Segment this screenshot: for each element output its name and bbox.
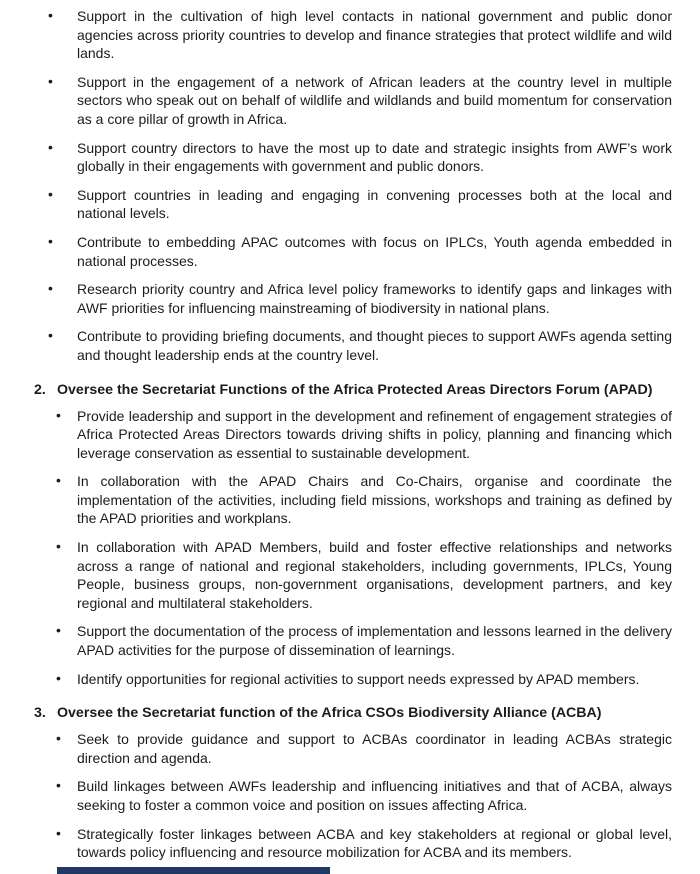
section-acba bbox=[0, 704, 672, 862]
section-apad bbox=[0, 381, 672, 689]
bullet-text: Strategically foster linkages between ACBA and key stakeholders at regional or global level, towards policy influencing and resource mobilization for ACBA and its members. bbox=[77, 825, 672, 861]
bullet-icon: • bbox=[56, 669, 61, 686]
bullet-text: Support country directors to have the most up to date and strategic insights from AWF’s work globally in their engagements with government and public donors. bbox=[77, 139, 672, 175]
bullet-icon: • bbox=[56, 406, 61, 423]
list-item bbox=[0, 825, 672, 862]
bullet-text: In collaboration with the APAD Chairs and Co-Chairs, organise and coordinate the implementation of the activities, including field missions, workshops and training as defined by the APAD priorities and workplans. bbox=[77, 473, 672, 527]
bullet-text: In collaboration with APAD Members, build and foster effective relationships and networks across a range of national and regional stakeholders, including governments, IPLCs, Young People, business groups, non-government organisations, development partners, and key regional and multilateral stakeholders. bbox=[77, 539, 672, 611]
bullet-icon: • bbox=[56, 824, 61, 841]
bullet-icon: • bbox=[48, 7, 53, 23]
section-number: 3. bbox=[34, 705, 46, 722]
section-number: 2. bbox=[34, 381, 46, 398]
footer-accent-bar bbox=[57, 867, 330, 874]
list-item bbox=[0, 233, 672, 270]
bullet-icon: • bbox=[56, 538, 61, 555]
section-title: Oversee the Secretariat Functions of the Africa Protected Areas Directors Forum (APAD) bbox=[57, 381, 653, 398]
list-item bbox=[0, 622, 672, 659]
list-item bbox=[0, 327, 672, 364]
bullet-icon: • bbox=[48, 280, 53, 297]
list-item bbox=[0, 280, 672, 317]
section-title: Oversee the Secretariat function of the Africa CSOs Biodiversity Alliance (ACBA) bbox=[57, 705, 602, 722]
bullet-text: Support in the cultivation of high level contacts in national government and public donor agencies across priority countries to develop and finance strategies that protect wildlife and wild lands. bbox=[77, 8, 672, 62]
bullet-text: Support the documentation of the process of implementation and lessons learned in the delivery APAD activities for the purpose of dissemination of learnings. bbox=[77, 623, 672, 659]
bullet-text: Support countries in leading and engaging in convening processes both at the local and national levels. bbox=[77, 186, 672, 222]
list-item bbox=[0, 670, 672, 689]
acba-bullet-list bbox=[0, 730, 672, 862]
bullet-icon: • bbox=[56, 472, 61, 489]
list-item bbox=[0, 73, 672, 129]
bullet-icon: • bbox=[48, 232, 53, 249]
bullet-icon: • bbox=[56, 622, 61, 639]
section-heading-acba bbox=[0, 704, 672, 723]
bullet-text: Build linkages between AWFs leadership and influencing initiatives and that of ACBA, always seeking to foster a common voice and position on issues affecting Africa. bbox=[77, 778, 672, 813]
bullet-text: Contribute to providing briefing documents, and thought pieces to support AWFs agenda setting and thought leadership ends at the country level. bbox=[77, 328, 672, 363]
list-item bbox=[0, 139, 672, 176]
apad-bullet-list bbox=[0, 407, 672, 689]
bullet-icon: • bbox=[56, 777, 61, 794]
bullet-icon: • bbox=[48, 185, 53, 202]
list-item bbox=[0, 730, 672, 767]
list-item bbox=[0, 186, 672, 223]
bullet-icon: • bbox=[56, 730, 61, 747]
list-item bbox=[0, 472, 672, 528]
bullet-text: Support in the engagement of a network of African leaders at the country level in multiple sectors who speak out on behalf of wildlife and wildlands and build momentum for conservation as a core pillar of growth in Africa. bbox=[77, 73, 672, 127]
list-item bbox=[0, 407, 672, 463]
bullet-text: Contribute to embedding APAC outcomes with focus on IPLCs, Youth agenda embedded in national processes. bbox=[77, 233, 672, 269]
bullet-text: Identify opportunities for regional activities to support needs expressed by APAD members. bbox=[77, 670, 640, 687]
bullet-icon: • bbox=[48, 72, 53, 89]
list-item bbox=[0, 538, 672, 612]
section-heading-apad bbox=[0, 381, 672, 400]
bullet-icon: • bbox=[48, 327, 53, 344]
list-item bbox=[0, 7, 672, 63]
list-item bbox=[0, 777, 672, 814]
bullet-text: Provide leadership and support in the development and refinement of engagement strategies of Africa Protected Areas Directors towards driving shifts in policy, planning and financing which leverage conservation as essential to sustainable development. bbox=[77, 407, 672, 461]
intro-bullet-list bbox=[0, 7, 672, 365]
bullet-text: Seek to provide guidance and support to ACBAs coordinator in leading ACBAs strategic direction and agenda. bbox=[77, 731, 672, 766]
bullet-text: Research priority country and Africa level policy frameworks to identify gaps and linkages with AWF priorities for influencing mainstreaming of biodiversity in national plans. bbox=[77, 281, 672, 316]
bullet-icon: • bbox=[48, 138, 53, 155]
